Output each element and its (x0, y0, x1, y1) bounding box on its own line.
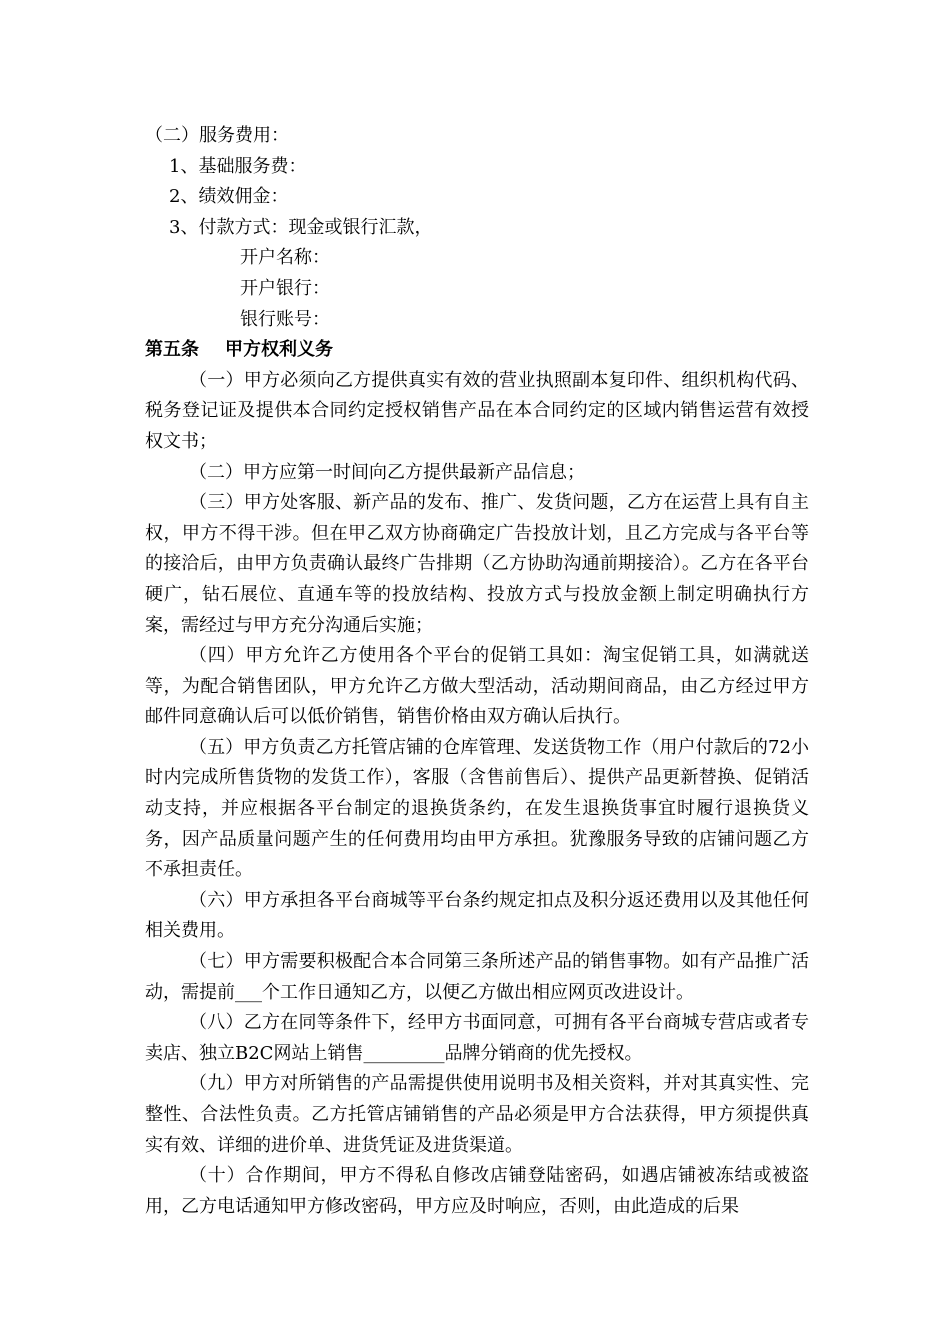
account-number-field: 银行账号： (240, 308, 330, 330)
clause-10: （十）合作期间，甲方不得私自修改店铺登陆密码，如遇店铺被冻结或被盗用，乙方电话通知甲方修改密码，甲方应及时响应，否则，由此造成的后果 (145, 1165, 809, 1217)
notice-days-blank: ___ (235, 981, 262, 1003)
account-bank-field: 开户银行： (240, 277, 330, 299)
clause-7-text-before: （七）甲方需要积极配合本合同第三条所述产品的销售事物。如有产品推广活动，需提前 (145, 951, 809, 1003)
clause-8 (145, 1008, 809, 1069)
clause-9: （九）甲方对所销售的产品需提供使用说明书及相关资料，并对其真实性、完整性、合法性负责。乙方托管店铺销售的产品必须是甲方合法获得，甲方须提供真实有效、详细的进价单、进货凭证及进货渠道。 (145, 1073, 809, 1156)
clause-1: （一）甲方必须向乙方提供真实有效的营业执照副本复印件、组织机构代码、税务登记证及提供本合同约定授权销售产品在本合同约定的区域内销售运营有效授权文书； (145, 369, 809, 452)
clause-2: （二）甲方应第一时间向乙方提供最新产品信息； (189, 461, 585, 483)
account-name-field: 开户名称： (240, 247, 330, 269)
clause-5: （五）甲方负责乙方托管店铺的仓库管理、发送货物工作（用户付款后的72小时内完成所售货物的发货工作），客服（含售前售后）、提供产品更新替换、促销活动支持，并应根据各平台制定的退换货条约，在发生退换货事宜时履行退换货义务，因产品质量问题产生的任何费用均由甲方承担。犹豫服务导致的店铺问题乙方不承担责任。 (145, 736, 809, 881)
fee-item-basic: 1、基础服务费： (169, 155, 307, 177)
document-body (145, 121, 809, 1222)
fee-item-commission: 2、绩效佣金： (169, 186, 289, 208)
service-fees-title: （二）服务费用： (145, 125, 289, 146)
clause-7-text-after: 个工作日通知乙方，以便乙方做出相应网页改进设计。 (262, 981, 694, 1003)
clause-7 (145, 947, 809, 1008)
clause-6: （六）甲方承担各平台商城等平台条约规定扣点及积分返还费用以及其他任何相关费用。 (145, 889, 809, 942)
fee-item-payment-method: 3、付款方式：现金或银行汇款， (169, 216, 433, 238)
article-heading (145, 335, 809, 366)
article-title: 甲方权利义务 (225, 339, 333, 361)
clause-3: （三）甲方处客服、新产品的发布、推广、发货问题，乙方在运营上具有自主权，甲方不得干涉。但在甲乙双方协商确定广告投放计划，且乙方完成与各平台等的接洽后，由甲方负责确认最终广告排期（乙方协助沟通前期接洽）。乙方在各平台硬广，钻石展位、直通车等的投放结构、投放方式与投放金额上制定明确执行方案，需经过与甲方充分沟通后实施； (145, 492, 809, 636)
clause-4: （四）甲方允许乙方使用各个平台的促销工具如：淘宝促销工具，如满就送等，为配合销售团队，甲方允许乙方做大型活动，活动期间商品，由乙方经过甲方邮件同意确认后可以低价销售，销售价格由双方确认后执行。 (145, 645, 809, 728)
brand-name-blank: _________ (363, 1042, 445, 1064)
clause-8-text-after: 品牌分销商的优先授权。 (444, 1042, 643, 1064)
clause-8-text-before: （八）乙方在同等条件下，经甲方书面同意，可拥有各平台商城专营店或者专卖店、独立B2C网站上销售 (145, 1012, 809, 1064)
article-number: 第五条 (145, 339, 199, 361)
